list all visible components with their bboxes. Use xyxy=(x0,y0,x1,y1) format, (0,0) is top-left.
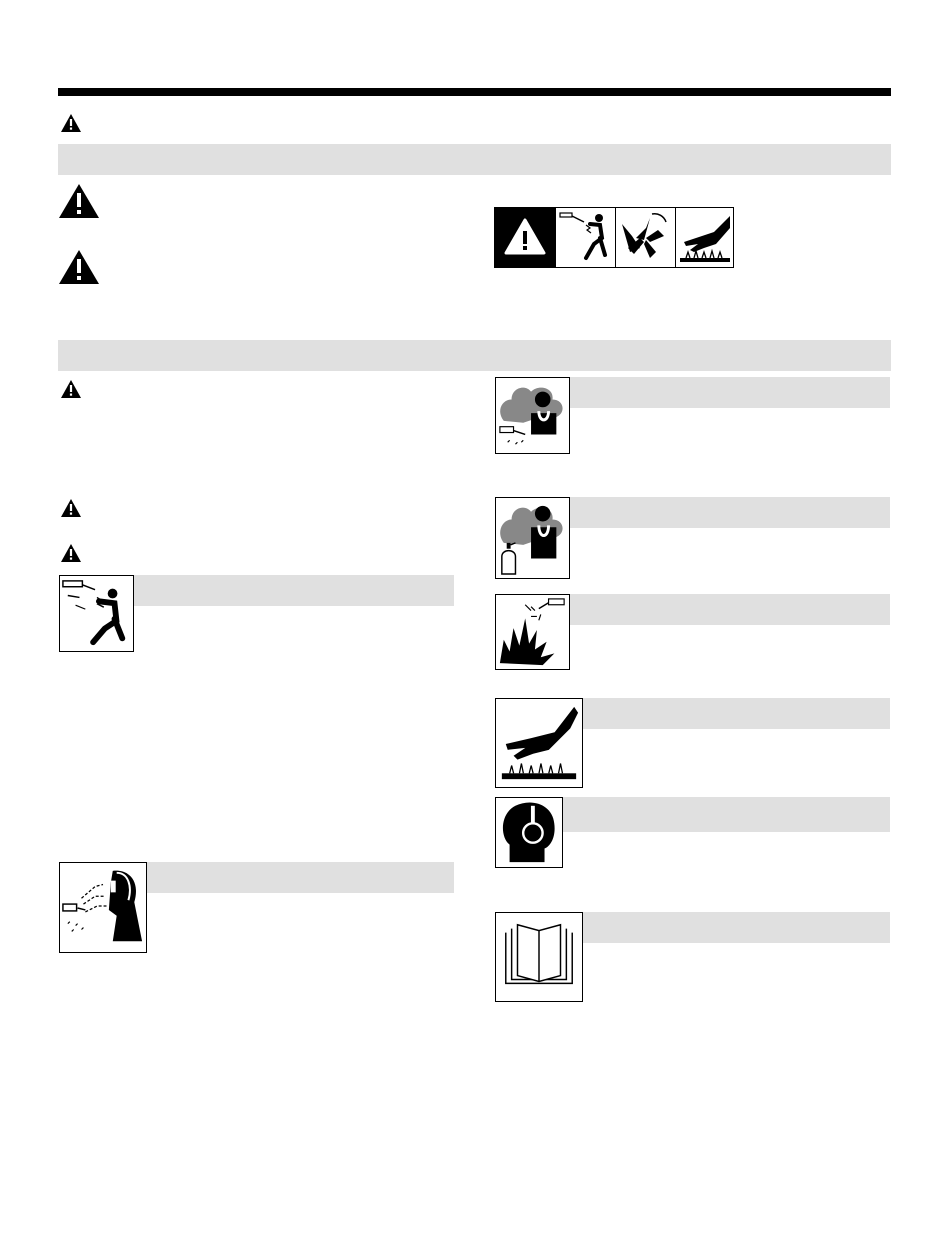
hazard-header-band xyxy=(147,862,454,893)
warning-triangle-icon xyxy=(60,379,82,399)
electric-shock-icon xyxy=(555,208,615,267)
cylinder-fumes-icon xyxy=(495,497,570,579)
warning-triangle-icon xyxy=(58,249,100,285)
warning-triangle-icon xyxy=(60,113,82,133)
safety-symbol-strip xyxy=(494,207,734,268)
top-rule xyxy=(58,88,891,96)
arc-rays-helmet-icon xyxy=(59,862,147,953)
hot-parts-icon xyxy=(495,698,583,788)
read-manual-icon xyxy=(495,912,583,1002)
hazard-header-band xyxy=(583,912,890,943)
noise-hearing-icon xyxy=(495,797,563,868)
hazard-header-band xyxy=(570,497,890,528)
hazard-header-band xyxy=(570,594,890,625)
hazard-header-band xyxy=(583,698,890,729)
hazard-header-band xyxy=(563,797,890,832)
hot-surface-icon xyxy=(675,208,735,267)
electric-shock-icon xyxy=(59,575,134,652)
section-header-band xyxy=(58,340,891,371)
hazard-header-band xyxy=(134,575,454,606)
hazard-header-band xyxy=(570,377,890,408)
section-header-band xyxy=(58,144,891,175)
warning-triangle-icon xyxy=(60,543,82,563)
moving-parts-icon xyxy=(615,208,675,267)
warning-triangle-icon xyxy=(58,183,100,219)
warning-triangle-icon xyxy=(495,208,555,267)
fumes-gases-icon xyxy=(495,377,570,454)
fire-explosion-icon xyxy=(495,594,570,670)
warning-triangle-icon xyxy=(60,498,82,518)
